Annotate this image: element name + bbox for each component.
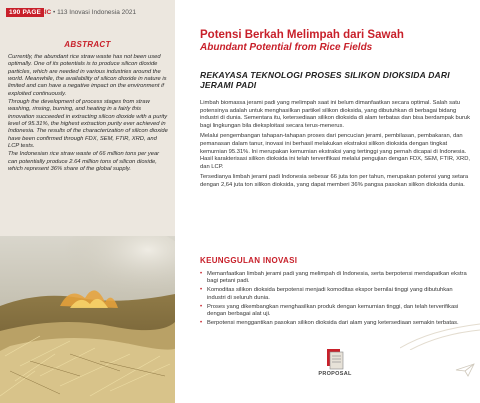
- bullet-icon: •: [200, 287, 203, 294]
- advantages-heading: KEUNGGULAN INOVASI: [200, 256, 298, 265]
- list-item: • Berpotensi menggantikan pasokan silikon dioksida dari alam yang ketersediaan semakin terbatas.: [200, 319, 459, 326]
- proposal-label: PROPOSAL: [318, 371, 352, 377]
- article-title: Potensi Berkah Melimpah dari Sawah: [200, 29, 404, 41]
- body-paragraph: Melalui pengembangan tahapan-tahapan proses dari pencucian jerami, pembilasan, pembakaran, dan pemanasan dalam tanur, inovasi ini berhasil melakukan ekstraksi silikon dioksida dengan tingkat kemurnian 95.31%. Ini merupakan kemurnian ekstraksi yang tertinggi yang pernah dicapai di Indonesia. Hasil karakterisasi silikon dioksida ini telah terverifikasi melalui pengujian dengan FDX, SEM, FTIR, XRD, dan LCP.: [200, 133, 470, 170]
- bullet-icon: •: [200, 303, 203, 310]
- paper-plane-icon: [455, 363, 475, 377]
- abstract-paragraph: Through the development of process stages from straw washing, rinsing, burning, and heating in a fairly this innovation succeeded in extracting silicon dioxide with a purity level of 95.31%, the highest extraction purity ever achieved in Indonesia. The results of the characterization of silicon dioxide have been confirmed through FDX, SEM, FTIR, XRD, and LCP tests.: [8, 99, 168, 150]
- list-item: • Memanfaatkan limbah jerami padi yang melimpah di Indonesia, serta berpotensi mendapatkan ekstra bagi petani padi.: [200, 271, 467, 285]
- abstract-paragraph: The Indonesian rice straw waste of 66 million tons per year can potentially produce 2.64 million tons of silicon dioxide, which represent 36% share of the global supply.: [8, 151, 160, 173]
- abstract-body: [8, 54, 168, 175]
- proposal-icon: [325, 348, 345, 370]
- page-number-badge: 190 PAGE: [6, 8, 44, 17]
- decorative-lines: [400, 320, 480, 350]
- list-item: • Proses yang dikembangkan menghasilkan produk dengan kemurnian tinggi, dan telah terverifikasi dengan berbagai alat uji.: [200, 303, 459, 318]
- header-strip: [0, 0, 175, 22]
- brand-label: BIC: [40, 9, 52, 16]
- bullet-icon: •: [200, 271, 203, 277]
- bullet-icon: •: [200, 319, 203, 326]
- article-body: [200, 100, 472, 193]
- body-paragraph: Tersedianya limbah jerami padi Indonesia sebesar 66 juta ton per tahun, merupakan potensi yang setara dengan 2,64 juta ton silikon dioksida, yang dapat memberi 36% pangsa pasokan silikon dioksida dunia.: [200, 174, 469, 188]
- proposal-stage: [310, 348, 360, 377]
- body-paragraph: Limbah biomassa jerami padi yang melimpah saat ini belum dimanfaatkan secara optimal. Salah satu potensinya adalah untuk menghasilkan partikel silikon dioksida, yang dibutuhkan di berbagai bidang industri di dunia. Sementara itu, ketersediaan silikon dioksida di alam terbatas dan bisa berdampak buruk bagi lingkungan bila dieksploitasi secara terus-menerus.: [200, 100, 471, 129]
- issue-text: • 113 Inovasi Indonesia 2021: [53, 9, 137, 16]
- abstract-title: ABSTRACT: [64, 40, 111, 49]
- abstract-paragraph: Currently, the abundant rice straw waste has not been used optimally. One of its potentials is to produce silicon dioxide particles, which are needed in various industries around the world. Meanwhile, the availability of silicon dioxide in nature is limited and can have a negative impact on the environment if exploited continuously.: [8, 54, 167, 97]
- abstract-sidebar: [0, 22, 175, 403]
- burning-straw-photo: [0, 236, 175, 403]
- article-subtitle: Abundant Potential from Rice Fields: [200, 42, 373, 53]
- issue-label: [40, 8, 136, 17]
- section-heading: REKAYASA TEKNOLOGI PROSES SILIKON DIOKSIDA DARI JERAMI PADI: [200, 70, 450, 90]
- list-item: • Komoditas silikon dioksida berpotensi menjadi komoditas ekspor bernilai tinggi yang dibutuhkan industri di seluruh dunia.: [200, 287, 453, 301]
